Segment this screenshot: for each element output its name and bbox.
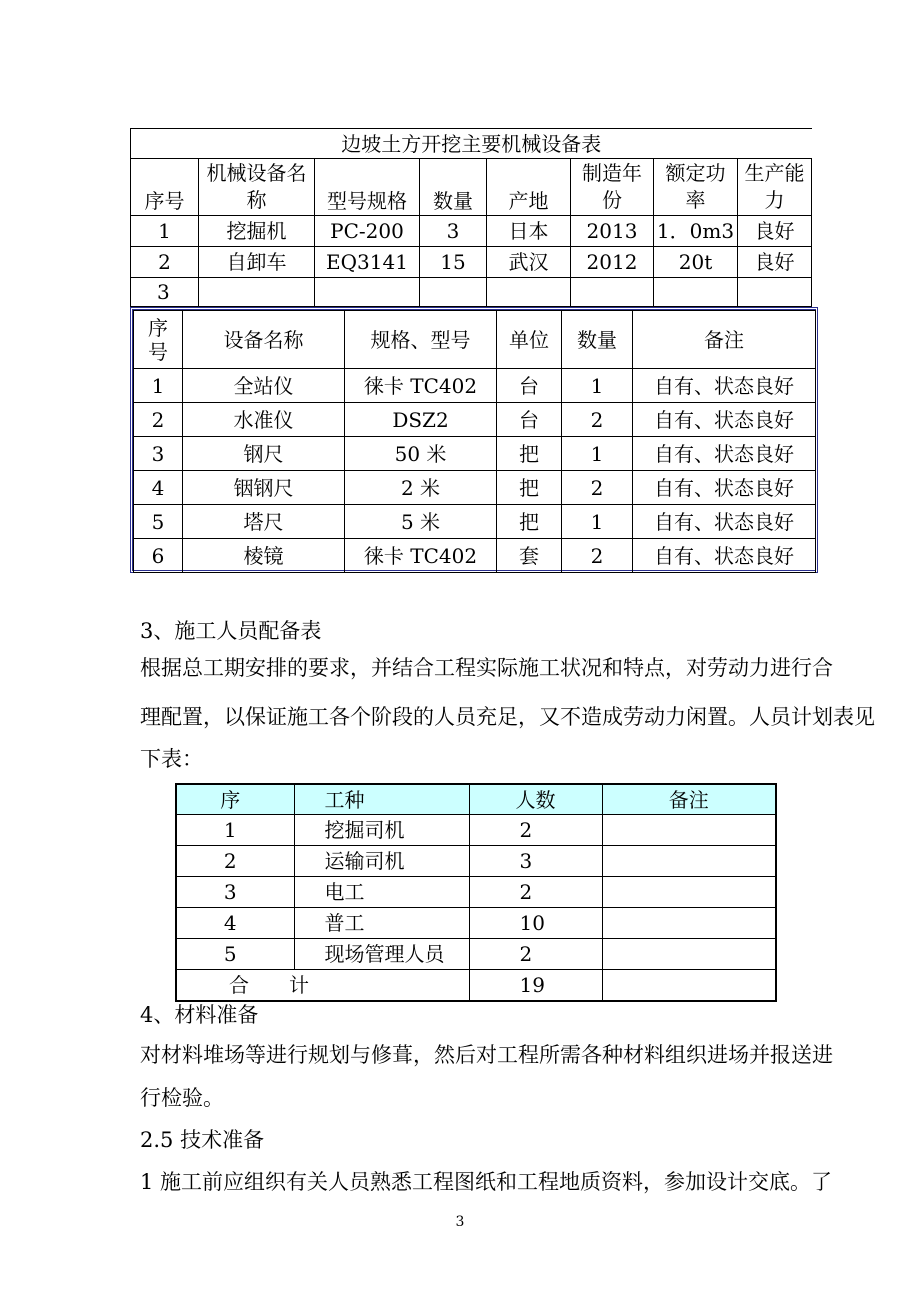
table-cell: 2	[562, 539, 633, 573]
header-cell: 序 号	[134, 311, 183, 369]
table-cell	[199, 278, 315, 307]
table-cell: 1	[176, 815, 294, 846]
table-row	[131, 216, 812, 247]
header-cell: 型号规格	[315, 159, 420, 216]
table-cell: 1	[562, 437, 633, 471]
table-cell: 2 米	[345, 471, 497, 505]
header-cell: 数量	[562, 311, 633, 369]
header-cell: 制造年 份	[571, 159, 654, 216]
table-cell: 2	[131, 247, 199, 278]
table-cell	[602, 815, 776, 846]
table-cell: 台	[497, 369, 562, 403]
table-cell: 电工	[294, 877, 469, 908]
table-cell: 4	[134, 471, 183, 505]
table-cell: 台	[497, 403, 562, 437]
table-cell: EQ3141	[315, 247, 420, 278]
header-cell: 人数	[469, 784, 602, 815]
table-cell: 2012	[571, 247, 654, 278]
table-cell: 1	[131, 216, 199, 247]
table-cell: 10	[469, 908, 602, 939]
table-cell	[602, 970, 776, 1002]
table-cell: 自有、状态良好	[633, 369, 816, 403]
table-cell	[315, 278, 420, 307]
table-cell	[654, 278, 738, 307]
table-cell: 把	[497, 471, 562, 505]
table-cell: 3	[469, 846, 602, 877]
table-cell: 日本	[487, 216, 571, 247]
table-cell	[602, 908, 776, 939]
table-cell: 1	[562, 505, 633, 539]
table-row	[176, 908, 776, 939]
table-cell: 全站仪	[183, 369, 345, 403]
header-cell: 序	[176, 784, 294, 815]
header-cell: 产地	[487, 159, 571, 216]
table-cell: 2	[134, 403, 183, 437]
section3-heading: 3、施工人员配备表	[140, 619, 322, 643]
table-cell: 把	[497, 437, 562, 471]
table-cell: 3	[420, 216, 487, 247]
table-row	[176, 877, 776, 908]
table-cell: 自有、状态良好	[633, 505, 816, 539]
section3-paragraph-line: 根据总工期安排的要求，并结合工程实际施工状况和特点，对劳动力进行合	[140, 656, 833, 680]
table-cell	[487, 278, 571, 307]
table-cell: 3	[134, 437, 183, 471]
header-cell: 备注	[633, 311, 816, 369]
table-cell: 自有、状态良好	[633, 539, 816, 573]
header-cell: 设备名称	[183, 311, 345, 369]
table-row	[131, 278, 812, 307]
table-row	[176, 815, 776, 846]
table-cell: 2	[176, 846, 294, 877]
header-cell: 工种	[294, 784, 469, 815]
table-cell: 铟钢尺	[183, 471, 345, 505]
equipment-table-title: 边坡土方开挖主要机械设备表	[131, 129, 812, 159]
instrument-table-header	[134, 311, 816, 369]
total-value: 19	[469, 970, 602, 1002]
table-cell: 普工	[294, 908, 469, 939]
section4-paragraph-line: 对材料堆场等进行规划与修葺，然后对工程所需各种材料组织进场并报送进	[140, 1043, 833, 1067]
section4-paragraph-line: 行检验。	[140, 1086, 224, 1110]
table-cell: 套	[497, 539, 562, 573]
staff-table	[175, 783, 777, 1002]
instrument-table-frame	[130, 307, 818, 573]
table-cell: 自有、状态良好	[633, 437, 816, 471]
table-cell: 2	[562, 403, 633, 437]
table-cell: PC-200	[315, 216, 420, 247]
table-cell: 塔尺	[183, 505, 345, 539]
table-row	[134, 471, 816, 505]
section25-paragraph-line: 1 施工前应组织有关人员熟悉工程图纸和工程地质资料，参加设计交底。了	[140, 1170, 833, 1194]
table-cell: 6	[134, 539, 183, 573]
equipment-table-header	[131, 159, 812, 216]
table-cell: 水准仪	[183, 403, 345, 437]
staff-total-row	[176, 970, 776, 1002]
table-cell: 3	[176, 877, 294, 908]
header-cell: 备注	[602, 784, 776, 815]
header-cell: 机械设备名 称	[199, 159, 315, 216]
table-cell: 徕卡 TC402	[345, 539, 497, 573]
table-cell	[571, 278, 654, 307]
table-cell: 3	[131, 278, 199, 307]
table-cell: 现场管理人员	[294, 939, 469, 970]
section3-paragraph-line: 理配置，以保证施工各个阶段的人员充足，又不造成劳动力闲置。人员计划表见	[140, 705, 875, 729]
table-row	[134, 505, 816, 539]
table-row	[134, 437, 816, 471]
table-cell	[602, 939, 776, 970]
section3-paragraph-line: 下表：	[140, 747, 203, 771]
table-row	[134, 403, 816, 437]
table-cell: 5 米	[345, 505, 497, 539]
table-cell: 5	[134, 505, 183, 539]
total-label: 合 计	[176, 970, 469, 1002]
table-cell: 50 米	[345, 437, 497, 471]
table-cell	[738, 278, 812, 307]
table-cell: 把	[497, 505, 562, 539]
table-row	[176, 939, 776, 970]
header-cell: 序号	[131, 159, 199, 216]
staff-table-header	[176, 784, 776, 815]
table-cell: 2	[469, 939, 602, 970]
table-cell	[602, 877, 776, 908]
table-row	[134, 369, 816, 403]
header-cell: 生产能 力	[738, 159, 812, 216]
table-cell: 自有、状态良好	[633, 471, 816, 505]
table-cell: 2	[469, 877, 602, 908]
table-cell: 良好	[738, 247, 812, 278]
section4-heading: 4、材料准备	[140, 1003, 259, 1027]
table-cell: 2	[562, 471, 633, 505]
header-cell: 额定功 率	[654, 159, 738, 216]
table-cell: 4	[176, 908, 294, 939]
table-cell: 15	[420, 247, 487, 278]
table-cell: 2	[469, 815, 602, 846]
table-cell: 1．0m3	[654, 216, 738, 247]
header-cell: 规格、型号	[345, 311, 497, 369]
table-cell: 良好	[738, 216, 812, 247]
table-cell: 运输司机	[294, 846, 469, 877]
instrument-table	[133, 310, 816, 573]
table-cell: 武汉	[487, 247, 571, 278]
page-number: 3	[455, 1214, 465, 1230]
table-cell: 自有、状态良好	[633, 403, 816, 437]
table-cell	[602, 846, 776, 877]
table-cell: 挖掘机	[199, 216, 315, 247]
header-cell: 数量	[420, 159, 487, 216]
table-row	[134, 539, 816, 573]
header-cell: 单位	[497, 311, 562, 369]
table-cell: 1	[562, 369, 633, 403]
table-row	[176, 846, 776, 877]
table-cell: 自卸车	[199, 247, 315, 278]
table-cell: 钢尺	[183, 437, 345, 471]
table-cell: 2013	[571, 216, 654, 247]
table-cell: 挖掘司机	[294, 815, 469, 846]
table-cell: 20t	[654, 247, 738, 278]
table-cell: 徕卡 TC402	[345, 369, 497, 403]
table-cell	[420, 278, 487, 307]
table-cell: 5	[176, 939, 294, 970]
table-cell: 1	[134, 369, 183, 403]
equipment-table	[130, 128, 812, 307]
table-row	[131, 247, 812, 278]
table-cell: DSZ2	[345, 403, 497, 437]
section25-heading: 2.5 技术准备	[140, 1128, 265, 1152]
table-cell: 棱镜	[183, 539, 345, 573]
